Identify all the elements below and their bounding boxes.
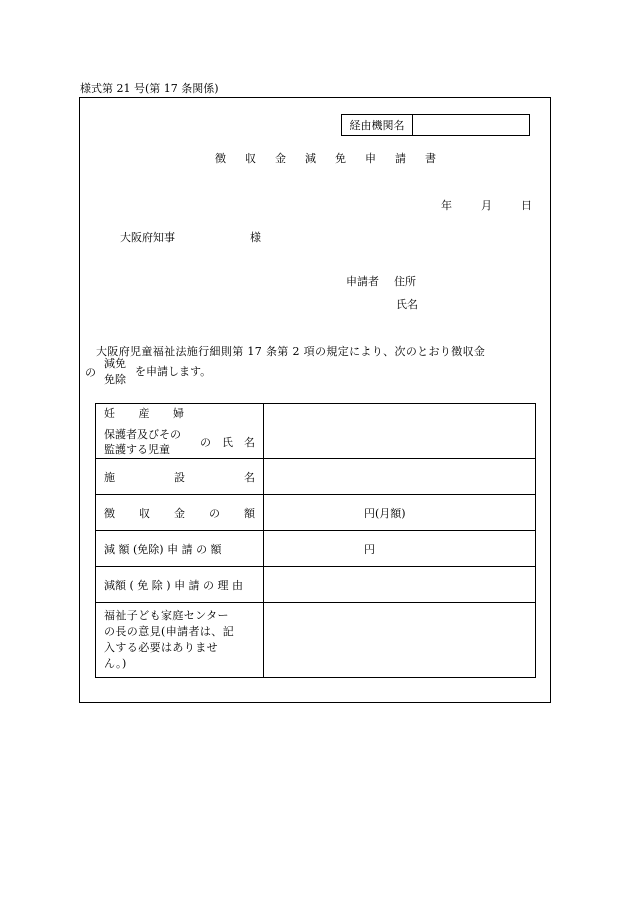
body-text-end: を申請します。 bbox=[135, 365, 212, 378]
reason-value-cell[interactable] bbox=[264, 567, 536, 603]
opinion-value-cell[interactable] bbox=[264, 603, 536, 678]
name-suffix-label: の 氏 名 bbox=[200, 436, 255, 449]
request-amount-label-cell: 減 額 (免除) 申 請 の 額 bbox=[96, 531, 264, 567]
facility-value-cell[interactable] bbox=[264, 459, 536, 495]
body-text-no: の bbox=[85, 366, 96, 379]
table-row bbox=[96, 495, 536, 531]
route-agency-label: 経由機関名 bbox=[342, 115, 413, 135]
date-year: 年 bbox=[441, 199, 452, 212]
addressee-honorific: 様 bbox=[250, 231, 261, 244]
request-amount-unit: 円 bbox=[364, 542, 375, 556]
addressee-governor: 大阪府知事 bbox=[120, 231, 175, 244]
table-row bbox=[96, 567, 536, 603]
route-agency-field[interactable] bbox=[413, 115, 529, 135]
amount-unit: 円(月額) bbox=[364, 506, 406, 520]
name-value-cell[interactable] bbox=[264, 404, 536, 459]
guardian-label-line2: 監護する児童 bbox=[104, 443, 170, 456]
pregnant-woman-label: 妊 産 婦 bbox=[104, 407, 184, 420]
form-number: 様式第 21 号(第 17 条関係) bbox=[80, 82, 219, 95]
application-table bbox=[95, 403, 536, 678]
table-row bbox=[96, 603, 536, 678]
body-text-line1: 大阪府児童福祉法施行細則第 17 条第 2 項の規定により、次のとおり徴収金 bbox=[96, 345, 486, 358]
request-amount-value-cell[interactable] bbox=[264, 531, 536, 567]
date-day: 日 bbox=[521, 199, 532, 212]
date-month: 月 bbox=[481, 199, 492, 212]
page-title: 徴収金減免申請書 bbox=[215, 152, 455, 165]
route-agency-box bbox=[341, 114, 530, 136]
applicant-address-label: 住所 bbox=[394, 275, 416, 288]
body-stack-reduction: 減免 bbox=[104, 357, 126, 370]
body-stack-exemption: 免除 bbox=[104, 373, 126, 386]
table-row bbox=[96, 531, 536, 567]
amount-value-cell[interactable] bbox=[264, 495, 536, 531]
table-row bbox=[96, 404, 536, 459]
opinion-label-cell: 福祉子ども家庭センター の長の意見(申請者は、記 入する必要はありませ ん。) bbox=[96, 603, 264, 678]
date-line bbox=[441, 197, 532, 213]
guardian-label-line1: 保護者及びその bbox=[104, 428, 181, 441]
applicant-address-line bbox=[346, 273, 416, 289]
amount-label-cell: 徴 収 金 の 額 bbox=[96, 495, 264, 531]
reason-label-cell: 減額 ( 免 除 ) 申 請 の 理 由 bbox=[96, 567, 264, 603]
facility-label-cell: 施 設 名 bbox=[96, 459, 264, 495]
applicant-label: 申請者 bbox=[346, 275, 379, 288]
name-label-cell bbox=[96, 404, 264, 459]
applicant-name-label: 氏名 bbox=[396, 298, 418, 311]
table-row bbox=[96, 459, 536, 495]
